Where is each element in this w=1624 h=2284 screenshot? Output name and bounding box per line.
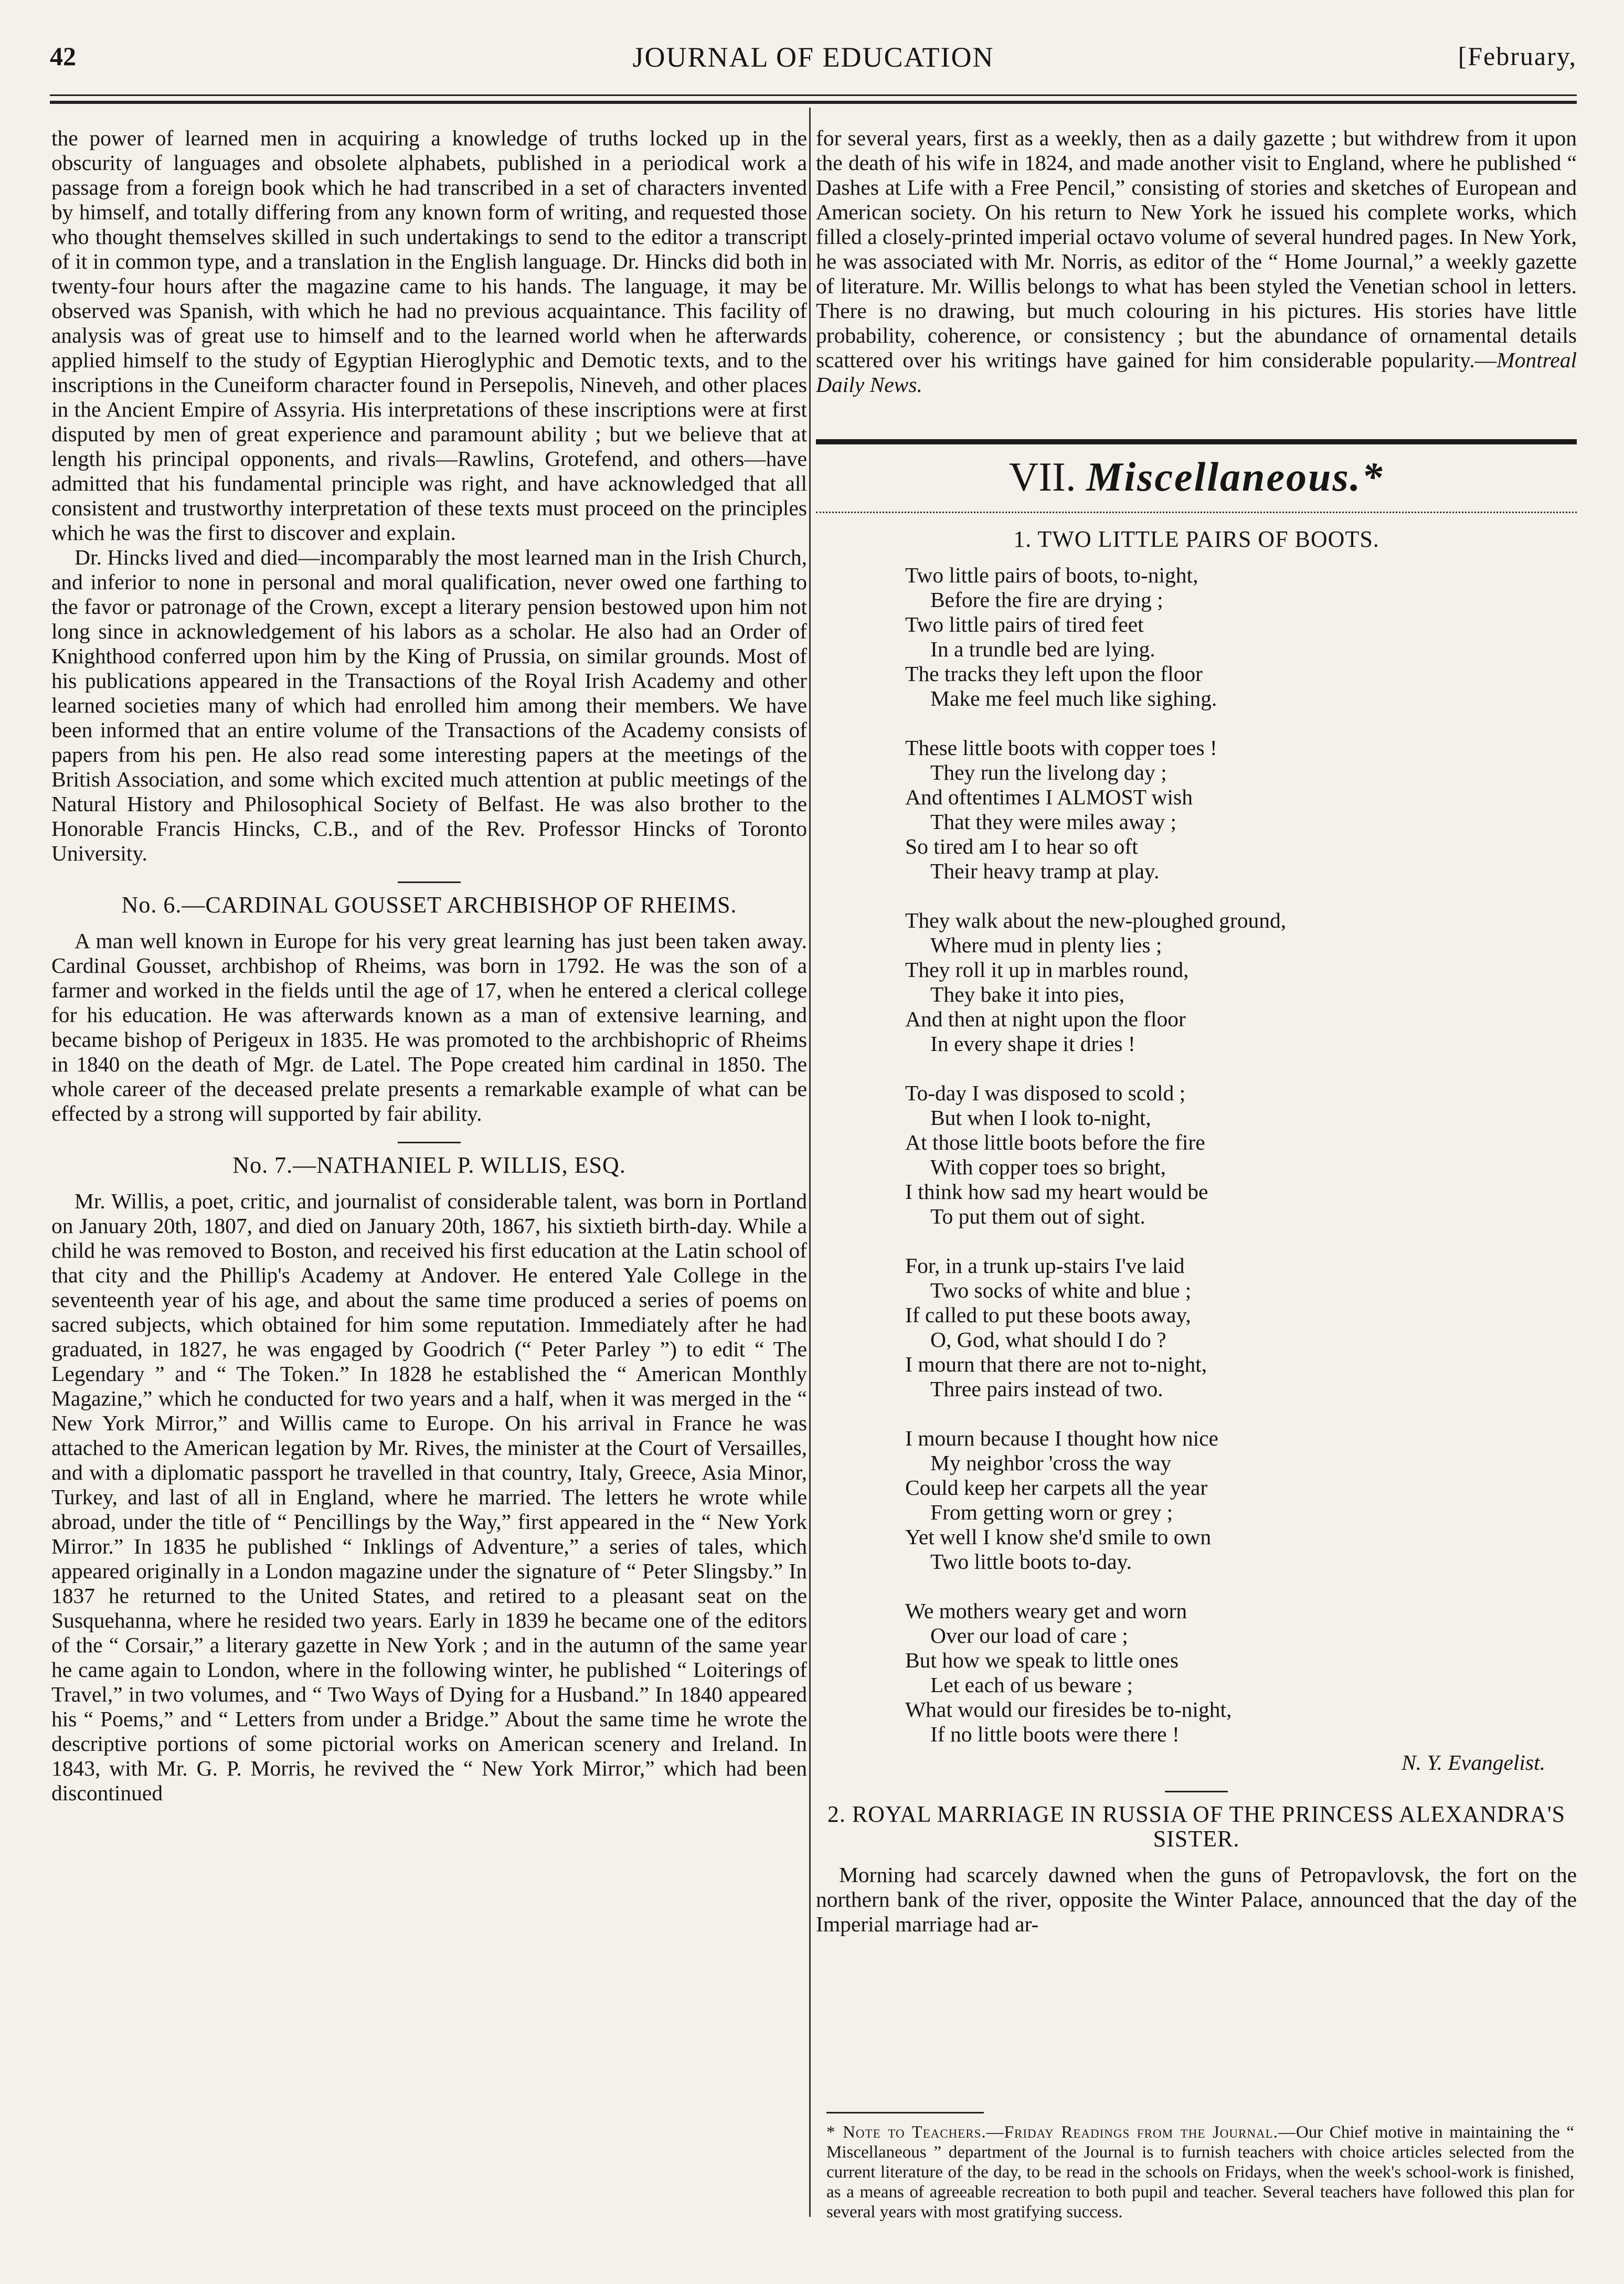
poem-line: We mothers weary get and worn xyxy=(905,1599,1187,1623)
journal-title: JOURNAL OF EDUCATION xyxy=(632,41,994,73)
poem-two-little-pairs-of-boots xyxy=(905,563,1577,1747)
poem-line: Could keep her carpets all the year xyxy=(905,1475,1208,1500)
poem-line: At those little boots before the fire xyxy=(905,1130,1205,1154)
poem-line: For, in a trunk up-stairs I've laid xyxy=(905,1253,1185,1278)
poem-line: Before the fire are drying ; xyxy=(930,588,1163,612)
footnote-lead: * Note to Teachers.—Friday Readings from the Journal.— xyxy=(826,2123,1296,2142)
poem-line: Three pairs instead of two. xyxy=(930,1377,1163,1401)
section-title xyxy=(816,451,1577,503)
page-number: 42 xyxy=(50,41,76,71)
poem-stanza xyxy=(905,1081,1577,1229)
poem-line: What would our firesides be to-night, xyxy=(905,1697,1232,1722)
section-number: VII. xyxy=(1009,454,1076,500)
poem-line: With copper toes so bright, xyxy=(930,1155,1166,1179)
poem-line: Two little pairs of boots, to-night, xyxy=(905,563,1198,587)
poem-line: If called to put these boots away, xyxy=(905,1303,1191,1327)
poem-line: And oftentimes I ALMOST wish xyxy=(905,785,1193,809)
header-rule-thin xyxy=(50,94,1577,96)
willis-source: Montreal Daily News. xyxy=(816,348,1577,397)
page-header xyxy=(50,41,1577,83)
section-divider xyxy=(1165,1791,1228,1792)
header-rule-thick xyxy=(50,101,1577,104)
poem-line: They roll it up in marbles round, xyxy=(905,958,1189,982)
willis-text: for several years, first as a weekly, then as a daily gazette ; but withdrew from it upon the death of his wife in 1824, and made another visit to England, where he published “ Dashes at Life with a Free Pencil,” consisting of stories and sketches of European and American society. On his return to New York he issued his complete works, which filled a closely-printed imperial octavo volume of several hundred pages. In New York, he was associated with Mr. Norris, as editor of the “ Home Journal,” a weekly gazette of literature. Mr. Willis belongs to what has been styled the Venetian school in letters. There is no drawing, but much colouring in his pictures. His stories have little probability, coherence, or consistency ; but the abundance of ornamental details scattered over his writings have gained for him considerable popularity.— xyxy=(816,126,1577,372)
poem-stanza xyxy=(905,1599,1577,1747)
paragraph-willis: Mr. Willis, a poet, critic, and journalist of considerable talent, was born in Portland on January 20th, 1807, and died on January 20th, 1867, his sixtieth birth-day. While a child he was removed to Boston, and received his first education at the Latin school of that city and the Phillip's Academy at Andover. He entered Yale College in the seventeenth year of his age, and about the same time produced a series of poems on sacred subjects, which obtained for him some reputation. Immediately after he had graduated, in 1827, he was engaged by Goodrich (“ Peter Parley ”) to edit “ The Legendary ” and “ The Token.” In 1828 he established the “ American Monthly Magazine,” which he conducted for two years and a half, when it was merged in the “ New York Mirror,” and Willis came to Europe. On his arrival in France he was attached to the American legation by Mr. Rives, the minister at the Court of Versailles, and with a diplomatic passport he travelled in that country, Italy, Greece, Asia Minor, Turkey, and last of all in England, where he married. The letters he wrote while abroad, under the title of “ Pencillings by the Way,” first appeared in the “ New York Mirror.” In 1835 he published “ Inklings of Adventure,” a series of tales, which appeared originally in a London magazine under the signature of “ Peter Slingsby.” In 1837 he returned to the United States, and retired to a pleasant seat on the Susquehanna, where he resided two years. Early in 1839 he became one of the editors of the “ Corsair,” a literary gazette in New York ; and in the autumn of the same year he came again to London, where in the following winter, he published “ Loiterings of Travel,” in two volumes, and “ Two Ways of Dying for a Husband.” In 1840 appeared his “ Poems,” and “ Letters from under a Bridge.” About the same time he wrote the descriptive portions of some pictorial works on American scenery and Ireland. In 1843, with Mr. G. P. Morris, he revived the “ New York Mirror,” which had been discontinued xyxy=(51,1189,807,1805)
right-column xyxy=(816,126,1577,1937)
poem-line: Over our load of care ; xyxy=(930,1623,1128,1648)
poem-line: They walk about the new-ploughed ground, xyxy=(905,908,1287,932)
paragraph-hincks-1: the power of learned men in acquiring a knowledge of truths locked up in the obscurity of languages and obsolete alphabets, published in a periodical work a passage from a foreign book which he had transcribed in a set of characters invented by himself, and totally differing from any known form of writing, and requested those who thought themselves skilled in such undertakings to send to the editor a transcript of it in common type, and a translation in the English language. Dr. Hincks did both in twenty-four hours after the magazine came to his hands. The language, it may be observed was Spanish, with which he had no previous acquaintance. This facility of analysis was of great use to himself and to the learned world when he afterwards applied himself to the study of Egyptian Hieroglyphic and Demotic texts, and to the inscriptions in the Cuneiform character found in Persepolis, Nineveh, and other places in the Ancient Empire of Assyria. His interpretations of these inscriptions were at first disputed by men of great experience and paramount ability ; but we believe that at length his principal opponents, and rivals—Rawlins, Grotefend, and others—have admitted that his fundamental principle was right, and have acknowledged that all consistent and trustworthy interpretation of these texts must proceed on the principles which he was the first to discover and explain. xyxy=(51,126,807,545)
left-column xyxy=(51,126,807,1805)
heading-gousset: No. 6.—CARDINAL GOUSSET ARCHBISHOP OF RHEIMS. xyxy=(121,892,737,918)
heading-royal-marriage: 2. ROYAL MARRIAGE IN RUSSIA OF THE PRINCESS ALEXANDRA'S SISTER. xyxy=(827,1801,1566,1852)
poem-line: Let each of us beware ; xyxy=(930,1673,1133,1697)
poem-line: Where mud in plenty lies ; xyxy=(930,933,1162,957)
poem-line: I think how sad my heart would be xyxy=(905,1180,1208,1204)
paragraph-willis-continued xyxy=(816,126,1577,397)
poem-stanza xyxy=(905,736,1577,884)
poem-line: That they were miles away ; xyxy=(930,810,1177,834)
poem-line: So tired am I to hear so oft xyxy=(905,834,1138,858)
poem-line: If no little boots were there ! xyxy=(930,1722,1180,1746)
header-month: [February, xyxy=(1458,41,1577,71)
section-rule xyxy=(816,439,1577,444)
poem-line: I mourn that there are not to-night, xyxy=(905,1352,1207,1376)
poem-line: But how we speak to little ones xyxy=(905,1648,1179,1672)
footnote xyxy=(826,2122,1574,2222)
poem-line: In a trundle bed are lying. xyxy=(930,637,1155,661)
poem-line: The tracks they left upon the floor xyxy=(905,662,1203,686)
poem-line: Their heavy tramp at play. xyxy=(930,859,1160,883)
poem-line: From getting worn or grey ; xyxy=(930,1500,1173,1524)
heading-willis: No. 7.—NATHANIEL P. WILLIS, ESQ. xyxy=(232,1152,626,1178)
poem-line: In every shape it dries ! xyxy=(930,1032,1135,1056)
poem-line: They bake it into pies, xyxy=(930,982,1124,1006)
poem-line: Two little pairs of tired feet xyxy=(905,612,1144,636)
poem-line: Two socks of white and blue ; xyxy=(930,1278,1192,1302)
section-divider xyxy=(398,881,461,883)
poem-line: And then at night upon the floor xyxy=(905,1007,1186,1031)
poem-line: They run the livelong day ; xyxy=(930,760,1167,784)
poem-line: To-day I was disposed to scold ; xyxy=(905,1081,1186,1105)
paragraph-hincks-2: Dr. Hincks lived and died—incomparably the most learned man in the Irish Church, and inferior to none in personal and moral qualification, never owed one farthing to the favor or patronage of the Crown, except a literary pension bestowed upon him not long since in acknowledgement of his labors as a scholar. He also had an Order of Knighthood conferred upon him by the King of Prussia, on similar grounds. Most of his publications appeared in the Transactions of the Royal Irish Academy and other learned societies many of which had enrolled him among their members. We have been informed that an entire volume of the Transactions of the Academy consists of papers from his pen. He also read some interesting papers at the meetings of the British Association, and some which excited much attention at public meetings of the Natural History and Philosophical Society of Belfast. He was also brother to the Honorable Francis Hincks, C.B., and of the Rev. Professor Hincks of Toronto University. xyxy=(51,545,807,865)
poem-line: To put them out of sight. xyxy=(930,1204,1145,1228)
section-wavy-rule xyxy=(816,506,1577,513)
poem-title: 1. TWO LITTLE PAIRS OF BOOTS. xyxy=(1013,526,1379,552)
poem-line: But when I look to-night, xyxy=(930,1106,1151,1130)
paragraph-royal-marriage: Morning had scarcely dawned when the guns of Petropavlovsk, the fort on the northern bank of the river, opposite the Winter Palace, announced that the day of the Imperial marriage had ar- xyxy=(816,1863,1577,1936)
footnote-text: Our Chief motive in maintaining the “ Miscellaneous ” department of the Journal is to furnish teachers with choice articles selected from the current literature of the day, to be read in the schools on Fridays, when the week's school-work is finished, as a means of agreeable recreation to both pupil and teacher. Several teachers have followed this plan for several years with most gratifying success. xyxy=(826,2123,1575,2222)
section-name: Miscellaneous.* xyxy=(1086,454,1384,500)
column-divider xyxy=(809,108,811,2217)
poem-line: Two little boots to-day. xyxy=(930,1549,1132,1574)
poem-line: Yet well I know she'd smile to own xyxy=(905,1525,1212,1549)
miscellaneous-section-header xyxy=(816,439,1577,513)
poem-line: O, God, what should I do ? xyxy=(930,1327,1166,1352)
poem-line: My neighbor 'cross the way xyxy=(930,1451,1172,1475)
poem-line: Make me feel much like sighing. xyxy=(930,686,1217,710)
poem-source: N. Y. Evangelist. xyxy=(1401,1750,1545,1775)
poem-stanza xyxy=(905,1253,1577,1401)
poem-stanza xyxy=(905,908,1577,1056)
poem-stanza xyxy=(905,1426,1577,1574)
section-divider xyxy=(398,1142,461,1143)
poem-stanza xyxy=(905,563,1577,711)
paragraph-gousset: A man well known in Europe for his very great learning has just been taken away. Cardinal Gousset, archbishop of Rheims, was born in 1792. He was the son of a farmer and worked in the fields until the age of 17, when he entered a clerical college for his education. He was afterwards known as a man of extensive learning, and became bishop of Perigeux in 1835. He was promoted to the archbishopric of Rheims in 1840 on the death of Mgr. de Latel. The Pope created him cardinal in 1850. The whole career of the deceased prelate presents a remarkable example of what can be effected by a strong will supported by fair ability. xyxy=(51,929,807,1125)
poem-line: I mourn because I thought how nice xyxy=(905,1426,1218,1450)
poem-line: These little boots with copper toes ! xyxy=(905,736,1217,760)
footnote-rule xyxy=(826,2112,984,2113)
